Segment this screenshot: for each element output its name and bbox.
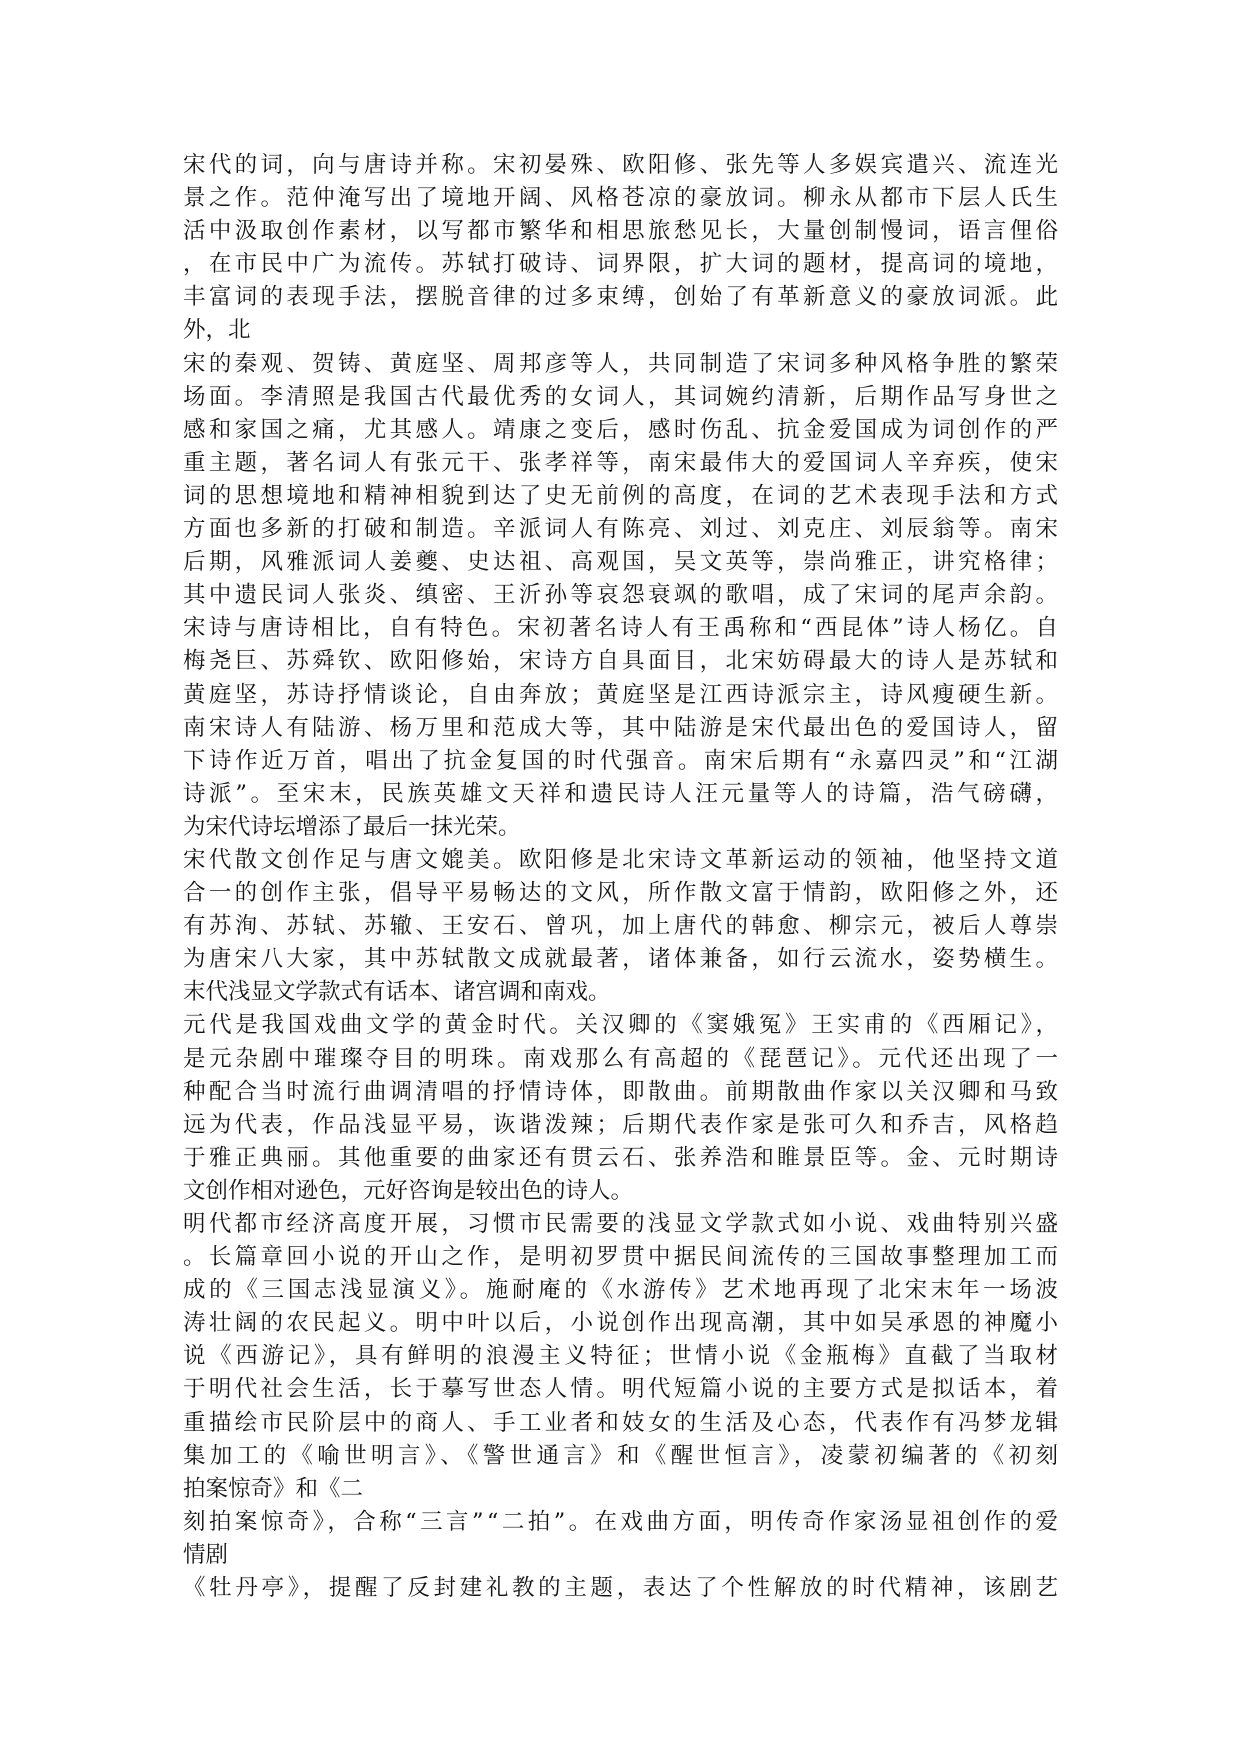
text-line: 宋代散文创作足与唐文媲美。欧阳修是北宋诗文革新运动的领袖，他坚持文道 xyxy=(183,846,1062,873)
text-line: 集加工的《喻世明言》、《警世通言》和《醒世恒言》，凌蒙初编著的《初刻 xyxy=(183,1442,1063,1469)
text-line: 成的《三国志浅显演义》。施耐庵的《水游传》艺术地再现了北宋末年一场波 xyxy=(183,1277,1062,1304)
text-line: 感和家国之痛，尤其感人。靖康之变后，感时伤乱、抗金爱国成为词创作的严 xyxy=(183,416,1062,443)
text-line: 其中遗民词人张炎、缜密、王沂孙等哀怨衰飒的歌唱，成了宋词的尾声余韵。 xyxy=(183,582,1062,609)
text-line: 重描绘市民阶层中的商人、手工业者和妓女的生活及心态，代表作有冯梦龙辑 xyxy=(183,1409,1062,1436)
text-line: 宋代的词，向与唐诗并称。宋初晏殊、欧阳修、张先等人多娱宾遣兴、流连光 xyxy=(183,152,1062,178)
text-line: 于雅正典丽。其他重要的曲家还有贯云石、张养浩和睢景臣等。金、元时期诗 xyxy=(183,1144,1062,1171)
text-line: 说《西游记》，具有鲜明的浪漫主义特征；世情小说《金瓶梅》直截了当取材 xyxy=(183,1343,1062,1370)
text-line: 远为代表，作品浅显平易，诙谐泼辣；后期代表作家是张可久和乔吉，风格趋 xyxy=(183,1111,1062,1138)
text-line: 于明代社会生活，长于摹写世态人情。明代短篇小说的主要方式是拟话本，着 xyxy=(183,1376,1062,1403)
text-line: 是元杂剧中璀璨夺目的明珠。南戏那么有高超的《琵琶记》。元代还出现了一 xyxy=(183,1045,1062,1072)
text-line: 黄庭坚，苏诗抒情谈论，自由奔放；黄庭坚是江西诗派宗主，诗风瘦硬生新。 xyxy=(183,681,1062,708)
text-line: 后期，风雅派词人姜夔、史达祖、高观国，吴文英等，崇尚雅正，讲究格律； xyxy=(183,549,1062,576)
text-line: 刻拍案惊奇》，合称“三言”“二拍”。在戏曲方面，明传奇作家汤显祖创作的爱 xyxy=(183,1508,1062,1535)
text-line: 重主题，著名词人有张元干、张孝祥等，南宋最伟大的爱国词人辛弃疾，使宋 xyxy=(183,449,1062,476)
text-line: 诗派”。至宋末，民族英雄文天祥和遗民诗人汪元量等人的诗篇，浩气磅礴， xyxy=(183,780,1062,807)
text-line: 种配合当时流行曲调清唱的抒情诗体，即散曲。前期散曲作家以关汉卿和马致 xyxy=(183,1078,1062,1105)
text-line: 为宋代诗坛增添了最后一抹光荣。 xyxy=(183,813,521,840)
text-line: 末代浅显文学款式有话本、诸宫调和南戏。 xyxy=(183,979,611,1006)
text-line: 景之作。范仲淹写出了境地开阔、风格苍凉的豪放词。柳永从都市下层人氏生 xyxy=(183,185,1062,212)
text-line: 方面也多新的打破和制造。辛派词人有陈亮、刘过、刘克庄、刘辰翁等。南宋 xyxy=(183,516,1062,543)
text-line: 《牡丹亭》，提醒了反封建礼教的主题，表达了个性解放的时代精神，该剧艺 xyxy=(183,1575,1062,1602)
body-text xyxy=(183,149,1063,1605)
text-line: 情剧 xyxy=(183,1541,229,1568)
text-line: 宋的秦观、贺铸、黄庭坚、周邦彦等人，共同制造了宋词多种风格争胜的繁荣 xyxy=(183,350,1062,377)
text-line: ，在市民中广为流传。苏轼打破诗、词界限，扩大词的题材，提高词的境地， xyxy=(183,251,1062,278)
text-line: 下诗作近万首，唱出了抗金复国的时代强音。南宋后期有“永嘉四灵”和“江湖 xyxy=(183,747,1062,774)
text-line: 合一的创作主张，倡导平易畅达的文风，所作散文富于情韵，欧阳修之外，还 xyxy=(183,880,1062,907)
text-line: 拍案惊奇》和《二 xyxy=(183,1475,364,1502)
text-line: 丰富词的表现手法，摆脱音律的过多束缚，创始了有革新意义的豪放词派。此 xyxy=(183,284,1062,311)
text-line: 外，北 xyxy=(183,317,251,344)
text-line: 活中汲取创作素材，以写都市繁华和相思旅愁见长，大量创制慢词，语言俚俗 xyxy=(183,218,1062,245)
text-line: 有苏洵、苏轼、苏辙、王安石、曾巩，加上唐代的韩愈、柳宗元，被后人尊崇 xyxy=(183,913,1062,940)
text-line: 南宋诗人有陆游、杨万里和范成大等，其中陆游是宋代最出色的爱国诗人，留 xyxy=(183,714,1062,741)
text-line: 宋诗与唐诗相比，自有特色。宋初著名诗人有王禹称和“西昆体”诗人杨亿。自 xyxy=(183,615,1062,642)
text-line: 词的思想境地和精神相貌到达了史无前例的高度，在词的艺术表现手法和方式 xyxy=(183,482,1062,509)
text-line: 。长篇章回小说的开山之作，是明初罗贯中据民间流传的三国故事整理加工而 xyxy=(183,1244,1062,1271)
text-line: 文创作相对逊色，元好咨询是较出色的诗人。 xyxy=(183,1177,634,1204)
text-line: 涛壮阔的农民起义。明中叶以后，小说创作出现高潮，其中如吴承恩的神魔小 xyxy=(183,1310,1062,1337)
text-line: 为唐宋八大家，其中苏轼散文成就最著，诸体兼备，如行云流水，姿势横生。 xyxy=(183,946,1062,973)
text-line: 梅尧巨、苏舜钦、欧阳修始，宋诗方自具面目，北宋妨碍最大的诗人是苏轼和 xyxy=(183,648,1062,675)
text-line: 明代都市经济高度开展，习惯市民需要的浅显文学款式如小说、戏曲特别兴盛 xyxy=(183,1211,1062,1237)
text-line: 元代是我国戏曲文学的黄金时代。关汉卿的《窦娥冤》王实甫的《西厢记》， xyxy=(183,1012,1062,1039)
text-line: 场面。李清照是我国古代最优秀的女词人，其词婉约清新，后期作品写身世之 xyxy=(183,383,1062,410)
